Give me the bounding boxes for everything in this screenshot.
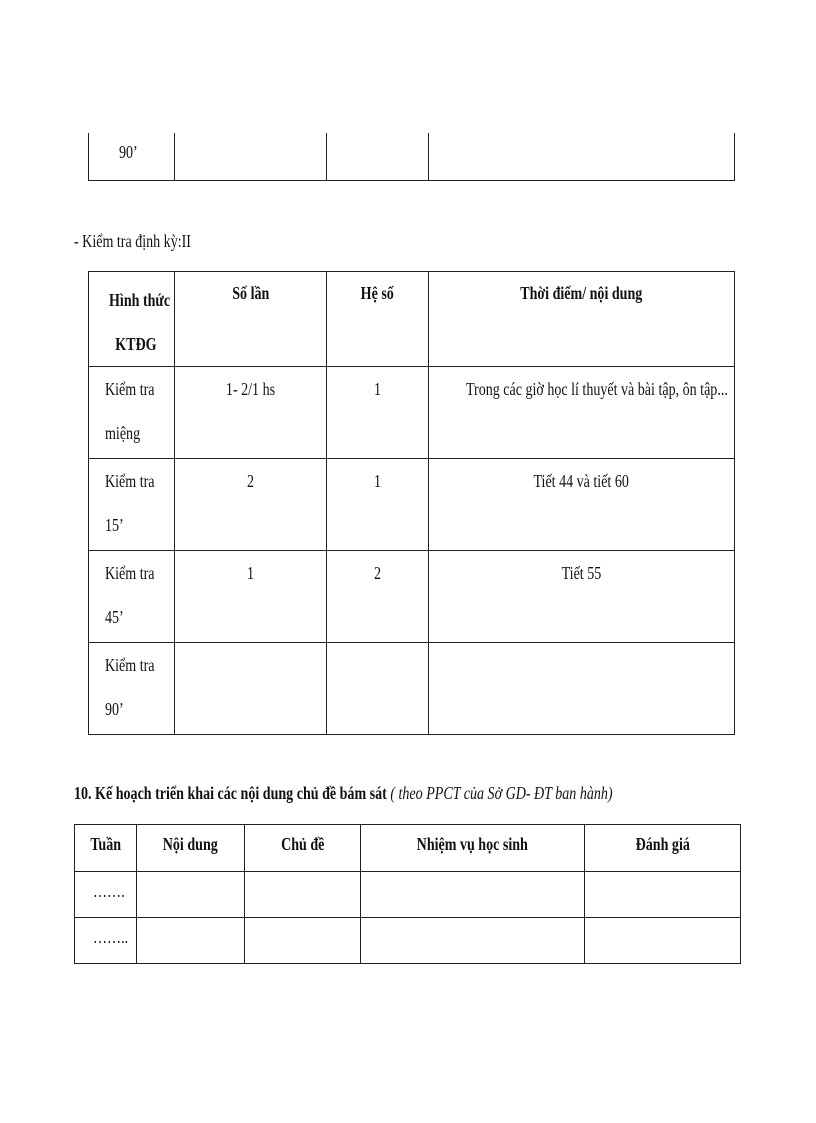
table-row: Kiểm tra 90’	[89, 643, 735, 735]
col-header-evaluation: Đánh giá	[635, 834, 690, 854]
periodic-table	[88, 271, 735, 735]
col-header-content: Nội dung	[162, 834, 219, 854]
periodic-heading: - Kiểm tra định kỳ:II	[74, 231, 191, 251]
table-header-row	[89, 272, 735, 367]
plan-table	[74, 824, 741, 964]
plan-heading	[74, 783, 764, 804]
plan-heading-note: ( theo PPCT của Sở GD- ĐT ban hành)	[390, 783, 613, 803]
col-header-week: Tuần	[90, 834, 121, 854]
fragment-label: 90’	[119, 142, 138, 162]
table-row: …….	[75, 872, 741, 918]
fragment-cell	[89, 133, 175, 180]
col-header-times: Số lần	[231, 283, 270, 303]
table-row: Kiểm tra miệng 1- 2/1 hs 1 Trong các giờ học lí thuyết và bài tập, ôn tập...	[89, 367, 735, 459]
col-header-tasks: Nhiệm vụ học sinh	[416, 834, 529, 854]
plan-heading-main: 10. Kế hoạch triển khai các nội dung chủ đề bám sát	[74, 783, 387, 803]
table-row: Kiểm tra 45’ 1 2 Tiết 55	[89, 551, 735, 643]
table-row: Kiểm tra 15’ 2 1 Tiết 44 và tiết 60	[89, 459, 735, 551]
col-header-form-2: KTĐG	[115, 334, 157, 354]
top-fragment-table	[88, 133, 735, 181]
col-header-form: Hình thức	[109, 290, 171, 310]
table-header-row	[75, 825, 741, 872]
col-header-topic: Chủ đề	[280, 834, 325, 854]
table-row: ……..	[75, 918, 741, 964]
col-header-coef: Hệ số	[360, 283, 395, 303]
col-header-content: Thời điểm/ nội dung	[520, 283, 643, 303]
